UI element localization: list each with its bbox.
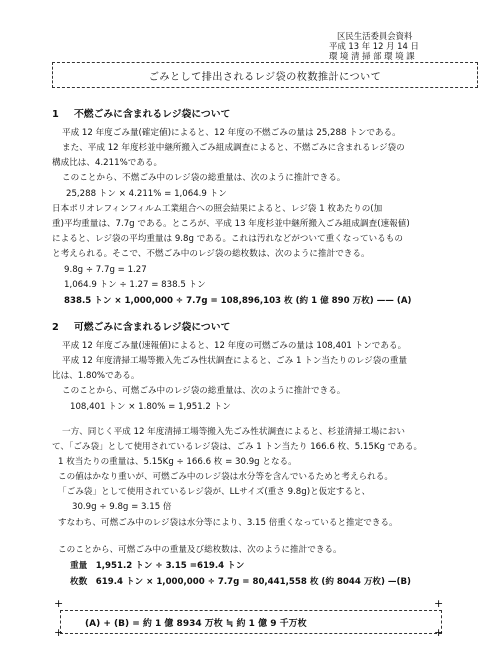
calculation-line: 9.8g ÷ 7.7g = 1.27 [64,265,147,275]
result-a-line: 838.5 トン × 1,000,000 ÷ 7.7g = 108,896,103 枚 (約 1 億 890 万枚) —— (A) [64,296,412,306]
paragraph-line: 「ごみ袋」として使用されているレジ袋が、LLサイズ(重さ 9.8g)と仮定すると、 [58,487,371,497]
section-1-number: 1 [52,109,59,120]
paragraph-line: 比は、1.80%である。 [52,371,140,381]
paragraph-line: て、「ごみ袋」として使用されているレジ袋は、ごみ 1 トン当たり 166.6 枚、5.15Kg である。 [52,442,423,452]
calculation-line: 108,401 トン × 1.80% = 1,951.2 トン [70,402,231,412]
paragraph-line: 平成 12 年度ごみ量(確定値)によると、12 年度の不燃ごみの量は 25,288 トンである。 [62,128,401,138]
section-1-title: 不燃ごみに含まれるレジ袋について [74,109,231,120]
paragraph-line: によると、レジ袋の平均重量は 9.8g である。これは汚れなどがついて重くなっているもの [52,234,403,244]
calculation-line: 1,064.9 トン ÷ 1.27 = 838.5 トン [64,280,206,290]
conclusion-box [60,610,442,634]
paragraph-line: すなわち、可燃ごみ中のレジ袋は水分等により、3.15 倍重くなっていると推定できる。 [58,518,398,528]
paragraph-line: この値はかなり重いが、可燃ごみ中のレジ袋は水分等を含んでいるためと考えられる。 [58,472,393,482]
calculation-line: 25,288 トン × 4.211% = 1,064.9 トン [66,189,227,199]
paragraph-line: また、平成 12 年度杉並中継所搬入ごみ組成調査によると、不燃ごみに含まれるレジ袋の [62,143,405,153]
paragraph-line: このことから、可燃ごみ中の重量及び総枚数は、次のように推計できる。 [58,545,342,555]
crop-mark-top-left: + [54,597,64,610]
result-b-line: 枚数 619.4 トン × 1,000,000 ÷ 7.7g = 80,441,558 枚 (約 8044 万枚) —(B) [70,577,411,587]
document-date: 平成 13 年 12 月 14 日 [329,41,419,51]
paragraph-line: 1 枚当たりの重量は、5.15Kg ÷ 166.6 枚 = 30.9g となる。 [58,457,297,467]
title-box [52,62,478,88]
department-label: 環 境 清 掃 部 環 境 課 [329,51,415,61]
paragraph-line: このことから、不燃ごみ中のレジ袋の総重量は、次のように推計できる。 [62,173,346,183]
calculation-line: 30.9g ÷ 9.8g = 3.15 倍 [72,502,172,512]
crop-mark-top-right: + [434,597,444,610]
document-title: ごみとして排出されるレジ袋の枚数推計について [148,71,382,83]
section-2-number: 2 [52,322,59,333]
document-header [329,31,419,61]
paragraph-line: 平成 12 年度ごみ量(速報値)によると、12 年度の可燃ごみの量は 108,401 トンである。 [62,341,407,351]
paragraph-line: 重)平均重量は、7.7g である。ところが、平成 13 年度杉並中継所搬入ごみ組成調査(速報値) [52,219,410,229]
paragraph-line: 日本ポリオレフィンフィルム工業組合への照会結果によると、レジ袋 1 枚あたりの(加 [52,204,383,214]
committee-label: 区民生活委員会資料 [337,31,413,41]
crop-mark-bottom-left: + [54,626,64,639]
weight-calculation-line: 重量 1,951.2 トン ÷ 3.15 =619.4 トン [70,561,245,571]
section-2-title: 可燃ごみに含まれるレジ袋について [74,322,231,333]
conclusion-text: (A) + (B) = 約 1 億 8934 万枚 ≒ 約 1 億 9 千万枚 [85,619,307,629]
section-2-heading [52,319,230,333]
paragraph-line: 一方、同じく平成 12 年度清掃工場等搬入先ごみ性状調査によると、杉並清掃工場におい [62,427,405,437]
paragraph-line: このことから、可燃ごみ中のレジ袋の総重量は、次のように推計できる。 [62,386,346,396]
paragraph-line: 構成比は、4.211%である。 [52,158,163,168]
crop-mark-bottom-right: + [434,626,444,639]
section-1-heading [52,106,230,120]
paragraph-line: と考えられる。そこで、不燃ごみ中のレジ袋の総枚数は、次のように推計できる。 [52,249,370,259]
paragraph-line: 平成 12 年度清掃工場等搬入先ごみ性状調査によると、ごみ 1 トン当たりのレジ袋の重量 [62,356,408,366]
